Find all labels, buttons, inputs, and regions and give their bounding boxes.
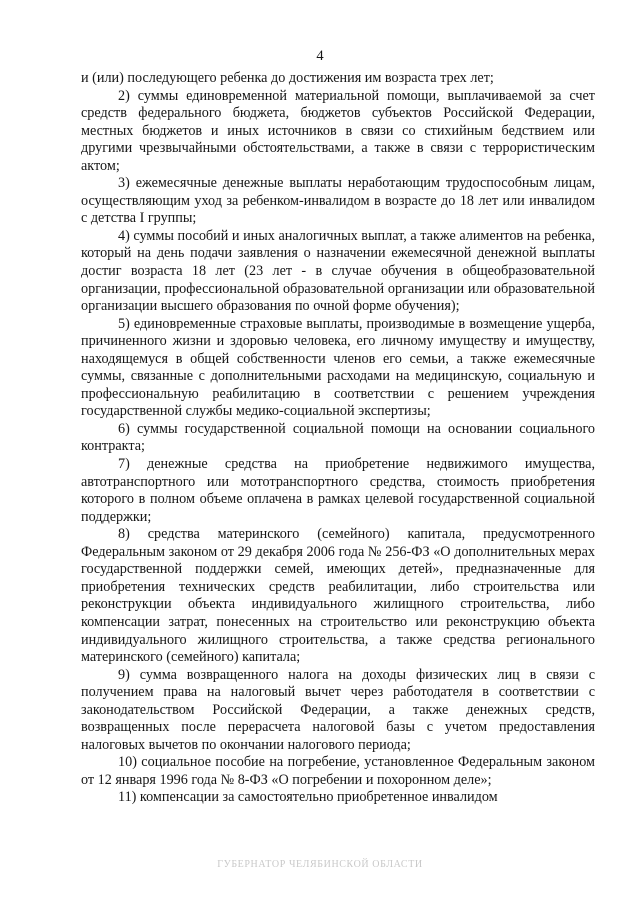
paragraph-item-4: 4) суммы пособий и иных аналогичных выплат, а также алиментов на ребенка, который на день подачи заявления о назначении ежемесячной денежной выплаты достиг возраста 18 лет (23 лет - в случае обучения в общеобразовательной организации, профессиональной образовательной организации или образовательной организации высшего образования по очной форме обучения); [81,227,595,315]
paragraph-item-9: 9) сумма возвращенного налога на доходы физических лиц в связи с получением права на налоговый вычет через работодателя в соответствии с законодательством Российской Федерации, а также денежных средств, возвращенных после перерасчета налоговой базы с учетом предоставления налоговых вычетов по окончании налогового периода; [81,666,595,753]
paragraph-item-6: 6) суммы государственной социальной помощи на основании социального контракта; [81,420,595,455]
paragraph-item-5: 5) единовременные страховые выплаты, производимые в возмещение ущерба, причиненного жизни и здоровью человека, его личному имуществу и имуществу, находящемуся в общей собственности членов его семьи, а также ежемесячные суммы, связанные с дополнительными расходами на медицинскую, социальную и профессиональную реабилитацию в соответствии с решением учреждения государственной службы медико-социальной экспертизы; [81,315,595,420]
paragraph-item-10: 10) социальное пособие на погребение, установленное Федеральным законом от 12 января 1996 года № 8-ФЗ «О погребении и похоронном деле»; [81,754,595,788]
document-body [81,70,595,807]
paragraph-item-3: 3) ежемесячные денежные выплаты неработающим трудоспособным лицам, осуществляющим уход за ребенком-инвалидом в возрасте до 18 лет или инвалидом с детства I группы; [81,175,595,227]
paragraph-item-2: 2) суммы единовременной материальной помощи, выплачиваемой за счет средств федерального бюджета, бюджетов субъектов Российской Федерации, местных бюджетов и иных источников в связи со стихийным бедствием или другими чрезвычайными обстоятельствами, а также в связи с террористическим актом; [81,87,595,174]
footer-watermark: ГУБЕРНАТОР ЧЕЛЯБИНСКОЙ ОБЛАСТИ [217,859,423,870]
page-number: 4 [316,48,324,64]
paragraph-item-11: 11) компенсации за самостоятельно приобретенное инвалидом [118,789,498,806]
paragraph-item-7: 7) денежные средства на приобретение недвижимого имущества, автотранспортного или мототранспортного средства, стоимость приобретения которого в полном объеме оплачена в рамках целевой государственной социальной поддержки; [81,456,595,525]
paragraph-item-8: 8) средства материнского (семейного) капитала, предусмотренного Федеральным законом от 29 декабря 2006 года № 256-ФЗ «О дополнительных мерах государственной поддержки семей, имеющих детей», предназначенные для приобретения технических средств реабилитации, либо строительства или реконструкции объекта индивидуального жилищного строительства, либо компенсации затрат, понесенных на строительство или реконструкцию объекта индивидуального жилищного строительства, а также средства регионального материнского (семейного) капитала; [81,526,595,666]
paragraph-continuation: и (или) последующего ребенка до достижения им возраста трех лет; [81,70,494,86]
